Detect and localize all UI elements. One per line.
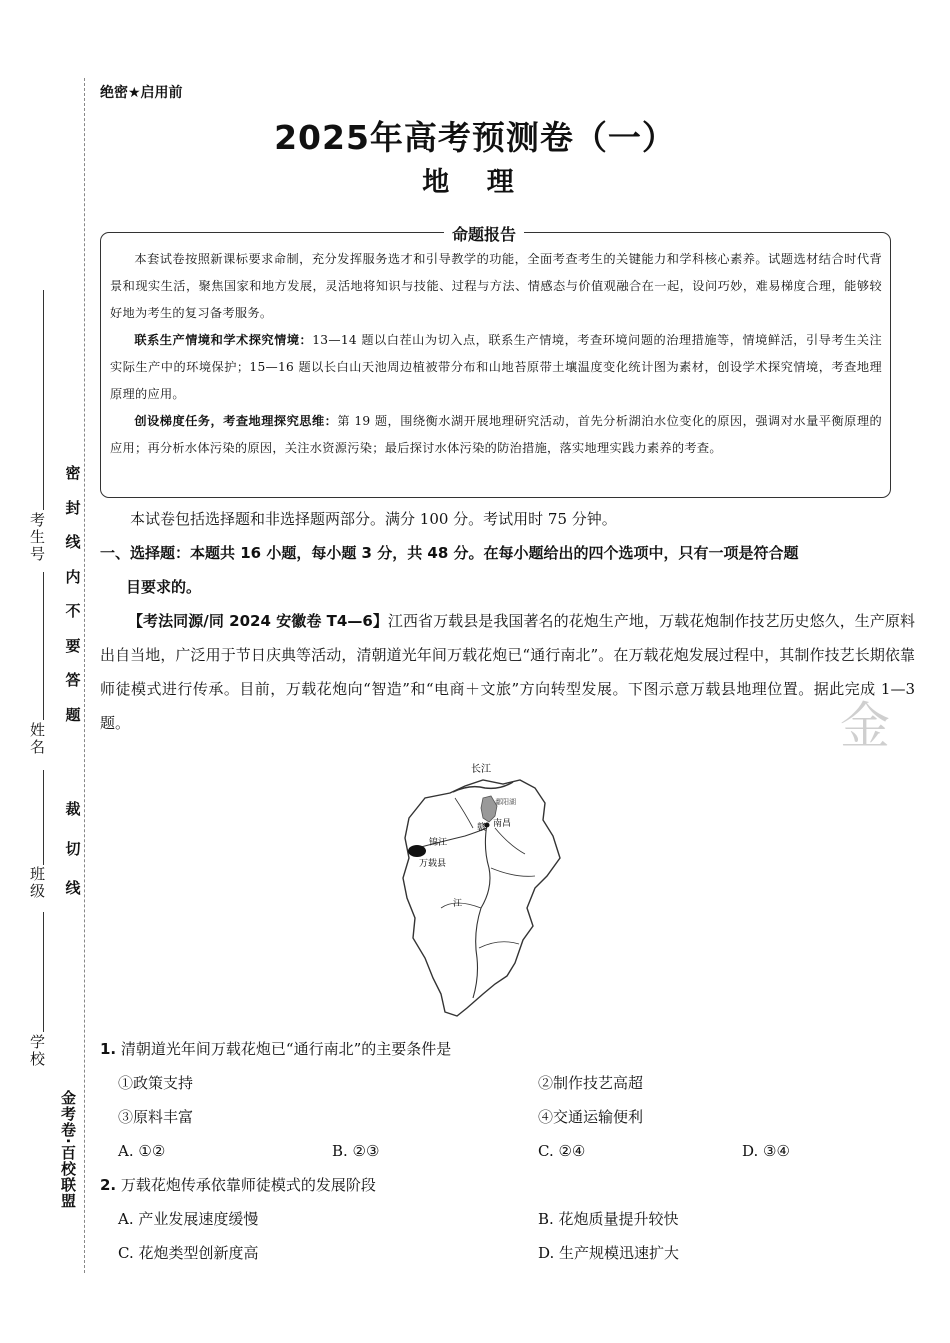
- name-line: [43, 572, 44, 720]
- section-heading-line1: 一、选择题：本题共 16 小题，每小题 3 分，共 48 分。在每小题给出的四个选项中，只有一项是符合题: [100, 544, 799, 562]
- report-lead: 创设梯度任务，考查地理探究思维：: [134, 414, 338, 428]
- q1-item-3: ③原料丰富: [118, 1108, 194, 1126]
- seal-text: [64, 464, 82, 740]
- q2-option-a[interactable]: A. 产业发展速度缓慢: [118, 1210, 259, 1228]
- school-label: 学校: [28, 1034, 46, 1068]
- q2-option-d[interactable]: D. 生产规模迅速扩大: [538, 1244, 680, 1262]
- map-label-yangtze: 长江: [471, 764, 491, 775]
- intro-tag: 【考法同源/同 2024 安徽卷 T4—6】: [128, 612, 388, 630]
- question-number: 2.: [100, 1176, 117, 1194]
- confidential-label: 绝密★启用前: [100, 85, 183, 101]
- class-label: 班级: [28, 866, 46, 900]
- gan-river: [473, 824, 490, 998]
- report-paragraph: [110, 246, 882, 327]
- report-body: 本套试卷按照新课标要求命制，充分发挥服务选才和引导教学的功能，全面考查考生的关键能力和学科核心素养。试题选材结合时代背景和现实生活，聚焦国家和地方发展，灵活地将知识与技能、过程与方法、情感态与价值观融合在一起，设问巧妙，难易梯度合理，能够较好地为考生的复习备考服务。: [110, 252, 882, 320]
- question-text: 清朝道光年间万载花炮已“通行南北”的主要条件是: [120, 1040, 452, 1058]
- school-line: [43, 912, 44, 1032]
- q1-item-2: ②制作技艺高超: [538, 1074, 644, 1092]
- cut-line: [84, 78, 85, 1273]
- name-label: 姓名: [28, 722, 46, 756]
- map-label-gan: 赣: [477, 823, 487, 833]
- map-label-jinjiang: 锦江: [429, 838, 448, 848]
- q1-option-a[interactable]: A. ①②: [118, 1142, 166, 1160]
- seal-char: 不: [65, 602, 81, 620]
- q1-item-4: ④交通运输便利: [538, 1108, 644, 1126]
- question-2-stem: [100, 1174, 376, 1196]
- jiangxi-outline: [403, 780, 560, 1016]
- map-label-nanchang: 南昌: [493, 819, 512, 829]
- seal-char: 答: [65, 671, 81, 689]
- seal-char: 封: [65, 498, 81, 517]
- report-body: 13—14 题以白茬山为切入点，联系生产情境，考查环境问题的治理措施等，情境鲜活，引导考生关注实际生产中的环境保护；15—16 题以长白山天池周边植被带分布和山地苔原带土壤温度变化统计图为素材，创设学术探究情境，考查地理原理的应用。: [110, 333, 882, 401]
- report-text: [110, 246, 882, 462]
- wanzai-location-map: [395, 758, 565, 1020]
- seal-char: 内: [65, 567, 81, 586]
- tributary: [491, 868, 535, 876]
- seal-char: 密: [65, 464, 81, 482]
- report-paragraph: [110, 327, 882, 408]
- q2-option-b[interactable]: B. 花炮质量提升较快: [538, 1210, 679, 1228]
- watermark-logo: 金: [840, 697, 890, 755]
- exam-info: 本试卷包括选择题和非选择题两部分。满分 100 分。考试用时 75 分钟。: [130, 510, 617, 528]
- seal-char: 线: [65, 533, 81, 551]
- tributary: [495, 828, 525, 854]
- report-title: 命题报告: [444, 222, 524, 245]
- q2-option-c[interactable]: C. 花炮类型创新度高: [118, 1244, 259, 1262]
- seal-char: 题: [65, 705, 81, 724]
- tributary: [479, 942, 519, 948]
- report-paragraph: [110, 408, 882, 462]
- seal-char: 裁: [65, 800, 81, 818]
- intro-passage: [100, 604, 915, 740]
- page-title: 2025年高考预测卷（一）: [274, 118, 676, 157]
- question-text: 万载花炮传承依靠师徒模式的发展阶段: [120, 1176, 376, 1194]
- section-heading: [100, 536, 900, 604]
- cut-text: [64, 800, 82, 919]
- section-heading-line2: 目要求的。: [126, 578, 202, 596]
- seal-char: 要: [65, 636, 81, 655]
- tributary: [455, 798, 473, 828]
- q1-option-b[interactable]: B. ②③: [332, 1142, 380, 1160]
- intro-text: 江西省万载县是我国著名的花炮生产地，万载花炮制作技艺历史悠久，生产原料出自当地，广泛用于节日庆典等活动，清朝道光年间万载花炮已“通行南北”。在万载花炮发展过程中，其制作技艺长期依靠师徒模式进行传承。目前，万载花炮向“智造”和“电商＋文旅”方向转型发展。下图示意万载县地理位置。据此完成 1—3 题。: [100, 612, 915, 732]
- class-line: [43, 770, 44, 865]
- q1-option-d[interactable]: D. ③④: [742, 1142, 790, 1160]
- seal-char: 切: [65, 839, 81, 858]
- subject-title: 地 理: [422, 167, 528, 198]
- question-number: 1.: [100, 1040, 117, 1058]
- q1-option-c[interactable]: C. ②④: [538, 1142, 586, 1160]
- report-lead: 联系生产情境和学术探究情境：: [134, 333, 313, 347]
- wanzai-county-marker: [408, 845, 426, 857]
- map-label-jiang: 江: [453, 899, 463, 909]
- brand-label: 金考卷·百校联盟: [59, 1090, 77, 1209]
- map-label-lake: 鄱阳湖: [495, 798, 516, 806]
- map-label-wanzai: 万载县: [419, 859, 447, 869]
- q1-item-1: ①政策支持: [118, 1074, 194, 1092]
- exam-number-line: [43, 290, 44, 510]
- seal-char: 线: [65, 879, 81, 897]
- exam-number-label: 考生号: [28, 512, 46, 563]
- report-body: 第 19 题，围绕衡水湖开展地理研究活动，首先分析湖泊水位变化的原因，强调对水量平衡原理的应用；再分析水体污染的原因，关注水资源污染；最后探讨水体污染的防治措施，落实地理实践力素养的考查。: [110, 414, 882, 455]
- question-1-stem: [100, 1038, 451, 1060]
